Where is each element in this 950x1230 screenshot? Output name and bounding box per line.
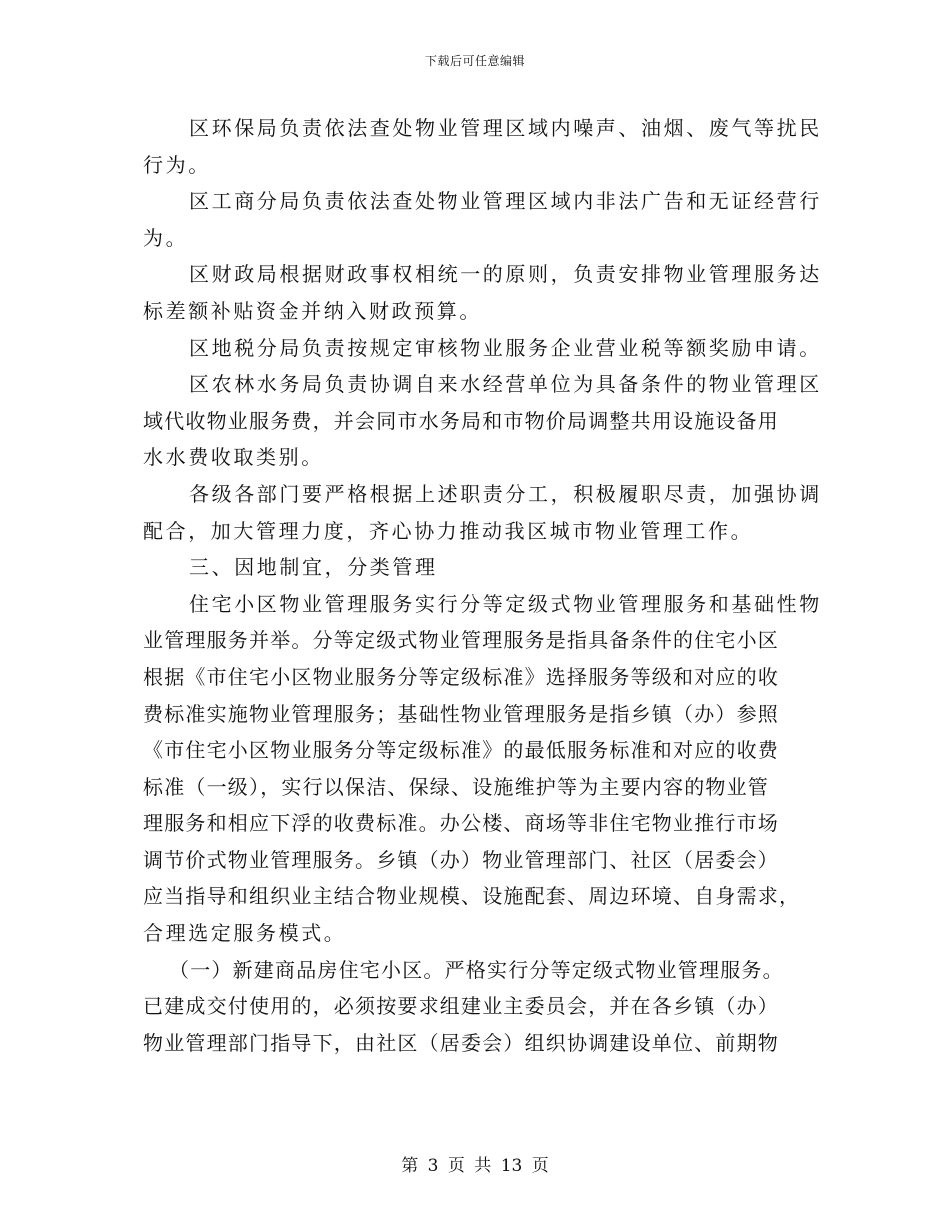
document-body: [143, 110, 822, 1061]
page-number-footer: 第 3 页 共 13 页: [401, 1156, 549, 1176]
text-line: 为。: [143, 225, 189, 250]
text-line: 已建成交付使用的，必须按要求组建业主委员会，并在各乡镇（办）: [143, 994, 779, 1019]
text-line: 住宅小区物业管理服务实行分等定级式物业管理服务和基础性物: [189, 591, 822, 616]
page-header: 下载后可任意编辑: [424, 54, 525, 68]
text-line: 区地税分局负责按规定审核物业服务企业营业税等额奖励申请。: [189, 335, 822, 360]
text-line: 标差额补贴资金并纳入财政预算。: [143, 298, 482, 323]
text-line: 域代收物业服务费，并会同市水务局和市物价局调整共用设施设备用: [143, 408, 779, 433]
text-line: 根据《市住宅小区物业服务分等定级标准》选择服务等级和对应的收: [143, 664, 779, 689]
text-line: 水水费收取类别。: [143, 445, 324, 470]
text-line: 各级各部门要严格根据上述职责分工，积极履职尽责，加强协调: [189, 481, 822, 506]
text-line: 应当指导和组织业主结合物业规模、设施配套、周边环境、自身需求，: [143, 884, 801, 909]
text-line: 区农林水务局负责协调自来水经营单位为具备条件的物业管理区: [189, 372, 822, 397]
text-line: 标准（一级），实行以保洁、保绿、设施维护等为主要内容的物业管: [143, 774, 769, 799]
text-line: 合理选定服务模式。: [143, 921, 347, 946]
section-heading: 三、因地制宜，分类管理: [189, 555, 438, 580]
text-line: 《市住宅小区物业服务分等定级标准》的最低服务标准和对应的收费: [143, 738, 779, 763]
text-line: 物业管理部门指导下，由社区（居委会）组织协调建设单位、前期物: [143, 1030, 779, 1055]
subsection-line: （一）新建商品房住宅小区。严格实行分等定级式物业管理服务。: [169, 957, 784, 982]
text-line: 区财政局根据财政事权相统一的原则，负责安排物业管理服务达: [189, 262, 822, 287]
text-line: 调节价式物业管理服务。乡镇（办）物业管理部门、社区（居委会）: [143, 847, 779, 872]
text-line: 费标准实施物业管理服务；基础性物业管理服务是指乡镇（办）参照: [143, 701, 779, 726]
text-line: 区工商分局负责依法查处物业管理区域内非法广告和无证经营行: [189, 189, 822, 214]
text-line: 业管理服务并举。分等定级式物业管理服务是指具备条件的住宅小区: [143, 628, 779, 653]
text-line: 理服务和相应下浮的收费标准。办公楼、商场等非住宅物业推行市场: [143, 811, 779, 836]
text-line: 行为。: [143, 152, 211, 177]
text-line: 配合，加大管理力度，齐心协力推动我区城市物业管理工作。: [143, 518, 754, 543]
text-line: 区环保局负责依法查处物业管理区域内噪声、油烟、废气等扰民: [189, 116, 822, 140]
